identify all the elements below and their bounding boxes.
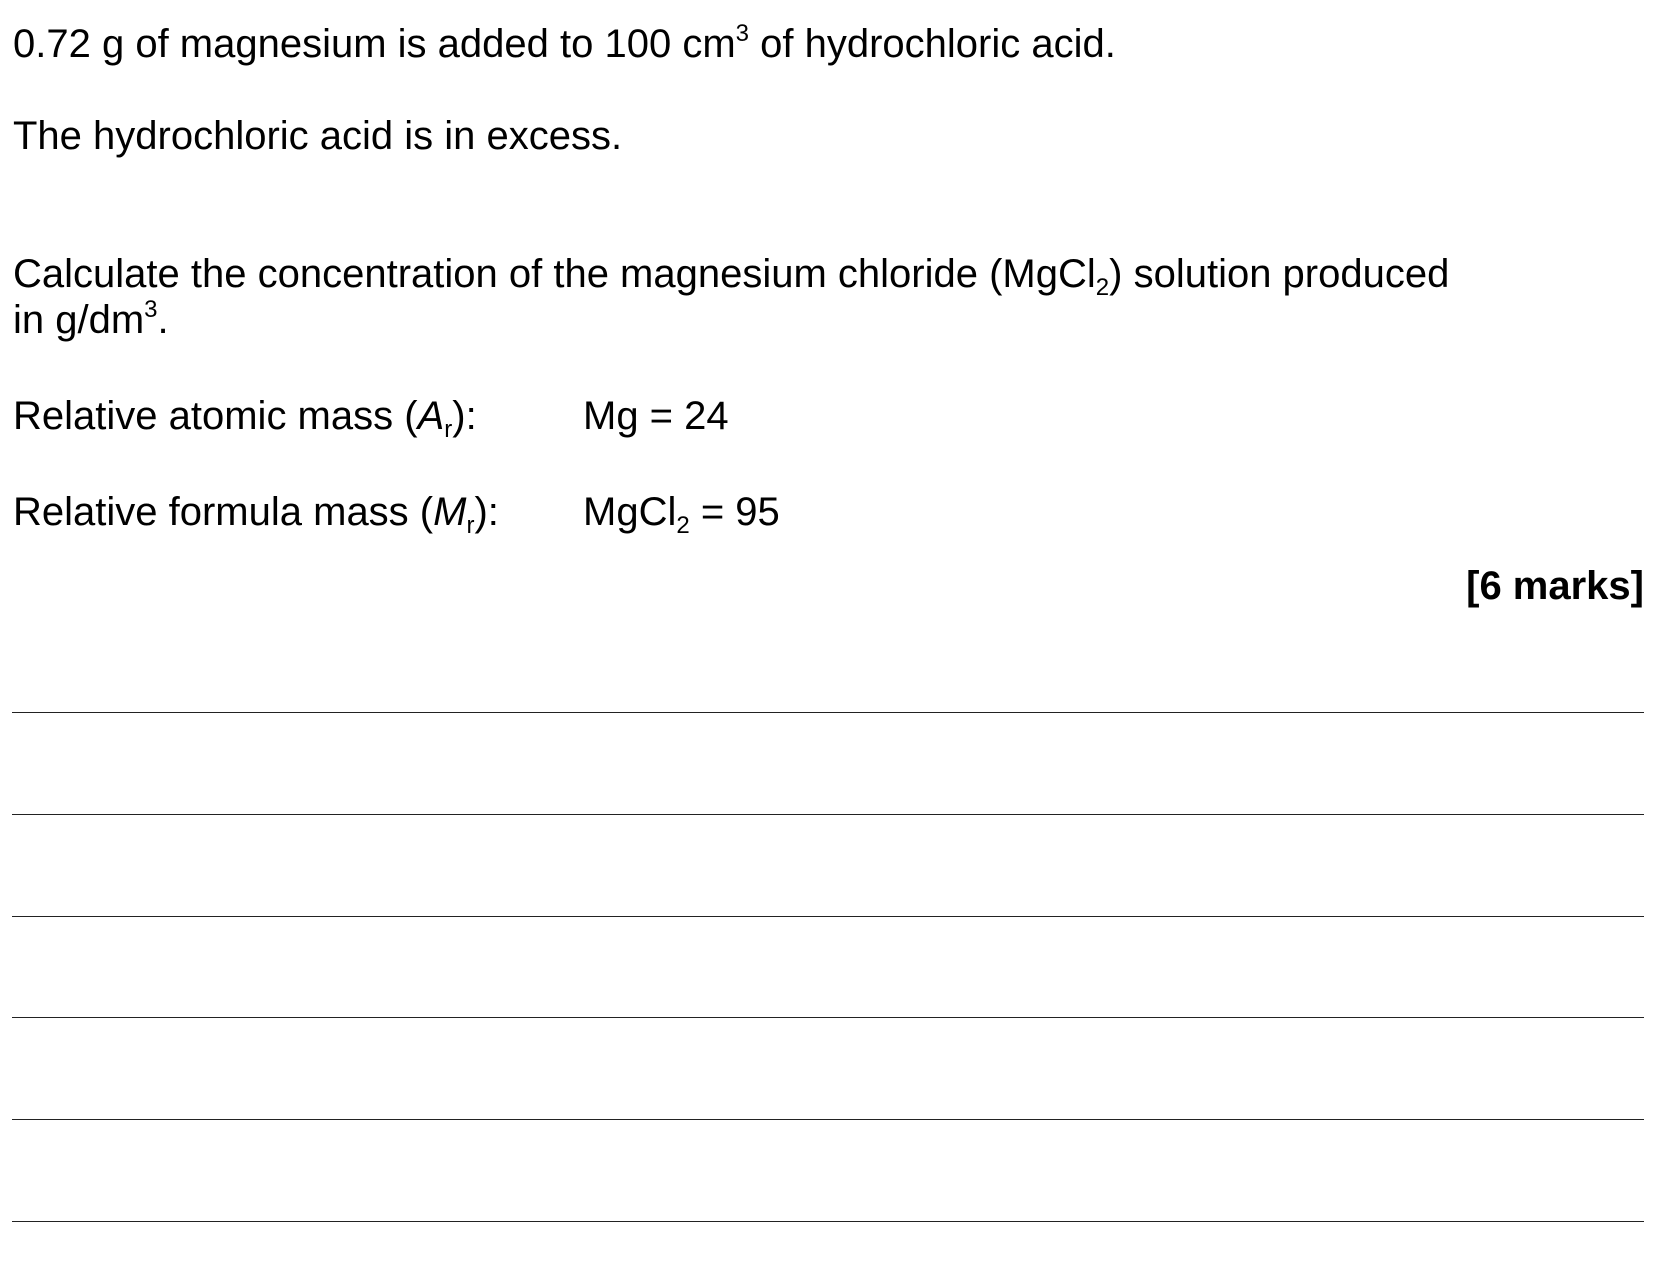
question-intro: 0.72 g of magnesium is added to 100 $cm^3$ of hydrochloric acid. [13, 20, 1116, 66]
relative-formula-mass-value: MgCl$_2$ = 95 [583, 490, 780, 539]
question-task-line-1: Calculate the concentration of the magnesium chloride (MgCl$_2$) solution produced [13, 252, 1450, 301]
relative-formula-mass-label: Relative formula mass $(M_r)$: [13, 490, 499, 539]
answer-line [12, 1017, 1644, 1018]
relative-atomic-mass-label: Relative atomic mass $(A_r)$: [13, 394, 477, 443]
answer-line [12, 1119, 1644, 1120]
relative-formula-mass-row [13, 488, 1013, 539]
relative-atomic-mass-row [13, 392, 1013, 443]
relative-atomic-mass-value: Mg = 24 [583, 394, 729, 438]
marks-label: [6 marks] [1466, 564, 1644, 608]
answer-line [12, 814, 1644, 815]
answer-line [12, 1221, 1644, 1222]
answer-line [12, 916, 1644, 917]
question-excess-statement: The hydrochloric acid is in excess. [13, 114, 623, 158]
answer-line [12, 712, 1644, 713]
question-task-line-2: in $g/dm^3$. [13, 296, 169, 342]
